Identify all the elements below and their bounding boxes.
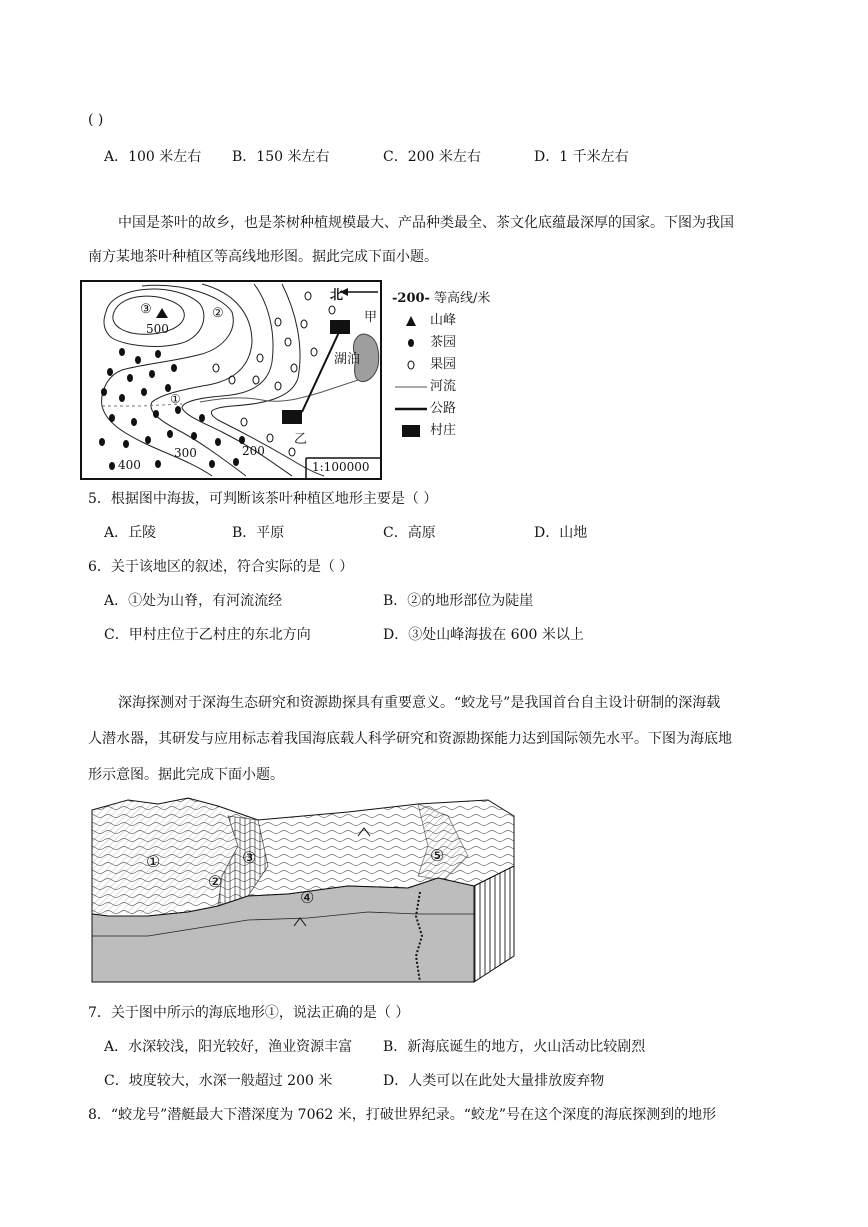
legend-contour-label: 等高线/米 (433, 291, 491, 306)
passage1-line2: 南方某地茶叶种植区等高线地形图。据此完成下面小题。 (88, 249, 438, 265)
contour-map (80, 280, 382, 480)
q7-option-d: D．人类可以在此处大量排放废弃物 (383, 1073, 605, 1089)
legend-village (392, 420, 490, 442)
legend-orchard (392, 354, 490, 376)
passage2-line3: 形示意图。据此完成下面小题。 (88, 767, 284, 783)
legend-river-label: 河流 (430, 379, 457, 394)
q5-stem: 5．根据图中海拔，可判断该茶叶种植区地形主要是（ ） (88, 491, 438, 507)
triangle-icon (392, 315, 430, 327)
contour-map-drawing (82, 282, 380, 478)
contour-300-label: 300 (174, 446, 197, 460)
legend-peak (392, 310, 490, 332)
seafloor-marker-2: ② (208, 872, 223, 891)
seafloor-marker-3: ③ (242, 848, 257, 867)
thick-line-icon (392, 406, 430, 412)
q5-option-c: C．高原 (383, 525, 436, 541)
legend-contour (392, 288, 490, 310)
q4-option-a: A．100 米左右 (104, 149, 202, 165)
q6-option-d: D．③处山峰海拔在 600 米以上 (383, 627, 584, 643)
legend-road (392, 398, 490, 420)
q6-stem: 6．关于该地区的叙述，符合实际的是（ ） (88, 559, 354, 575)
seafloor-marker-4: ④ (300, 888, 315, 907)
seafloor-diagram (88, 796, 518, 984)
legend-contour-value: -200- (392, 291, 430, 306)
legend-tea-label: 茶园 (430, 335, 457, 350)
map-legend (392, 288, 490, 442)
contour-500-label: 500 (146, 322, 169, 336)
legend-peak-label: 山峰 (430, 313, 457, 328)
legend-road-label: 公路 (430, 401, 457, 416)
q4-option-c: C．200 米左右 (383, 149, 481, 165)
contour-400-label: 400 (118, 458, 141, 472)
q5-option-b: B．平原 (232, 525, 285, 541)
legend-village-label: 村庄 (430, 423, 457, 438)
thin-line-icon (392, 384, 430, 390)
passage1-line1: 中国是茶叶的故乡，也是茶树种植规模最大、产品种类最全、茶文化底蕴最深厚的国家。下图为我国 (118, 215, 734, 231)
q7-stem: 7．关于图中所示的海底地形①，说法正确的是（ ） (88, 1005, 410, 1021)
q7-option-c: C．坡度较大，水深一般超过 200 米 (104, 1073, 333, 1089)
legend-river (392, 376, 490, 398)
passage2-line2: 人潜水器，其研发与应用标志着我国海底载人科学研究和资源勘探能力达到国际领先水平。下图为海底地 (88, 731, 732, 747)
q4-option-d: D．1 千米左右 (534, 149, 629, 165)
marker-2: ② (212, 306, 224, 321)
q6-option-a: A．①处为山脊，有河流流经 (104, 593, 283, 609)
q4-option-b: B．150 米左右 (232, 149, 330, 165)
seafloor-marker-1: ① (146, 852, 161, 871)
legend-tea (392, 332, 490, 354)
legend-orchard-label: 果园 (430, 357, 457, 372)
contour-200-label: 200 (242, 444, 265, 458)
marker-3: ③ (140, 302, 152, 317)
north-label: 北 (330, 288, 344, 303)
marker-1: ① (170, 392, 181, 406)
q8-stem: 8．“蛟龙号”潜艇最大下潜深度为 7062 米，打破世界纪录。“蛟龙”号在这个深度的海底探测到的地形 (88, 1107, 717, 1123)
hollow-circle-icon (392, 359, 430, 371)
map-scale: 1:100000 (312, 460, 370, 474)
lake-label: 湖泊 (334, 352, 361, 367)
village-yi-label: 乙 (294, 432, 308, 447)
filled-square-icon (392, 424, 430, 438)
q5-option-d: D．山地 (534, 525, 588, 541)
passage2-line1: 深海探测对于深海生态研究和资源勘探具有重要意义。“蛟龙号”是我国首台自主设计研制的深海载 (118, 695, 721, 711)
q7-option-b: B．新海底诞生的地方，火山活动比较剧烈 (383, 1039, 646, 1055)
q6-option-c: C．甲村庄位于乙村庄的东北方向 (104, 627, 311, 643)
q5-option-a: A．丘陵 (104, 525, 157, 541)
filled-dot-icon (392, 337, 430, 349)
answer-paren: ( ) (88, 112, 104, 128)
village-jia-label: 甲 (364, 310, 378, 325)
seafloor-marker-5: ⑤ (430, 846, 445, 865)
q7-option-a: A．水深较浅，阳光较好，渔业资源丰富 (104, 1039, 353, 1055)
q6-option-b: B．②的地形部位为陡崖 (383, 593, 534, 609)
